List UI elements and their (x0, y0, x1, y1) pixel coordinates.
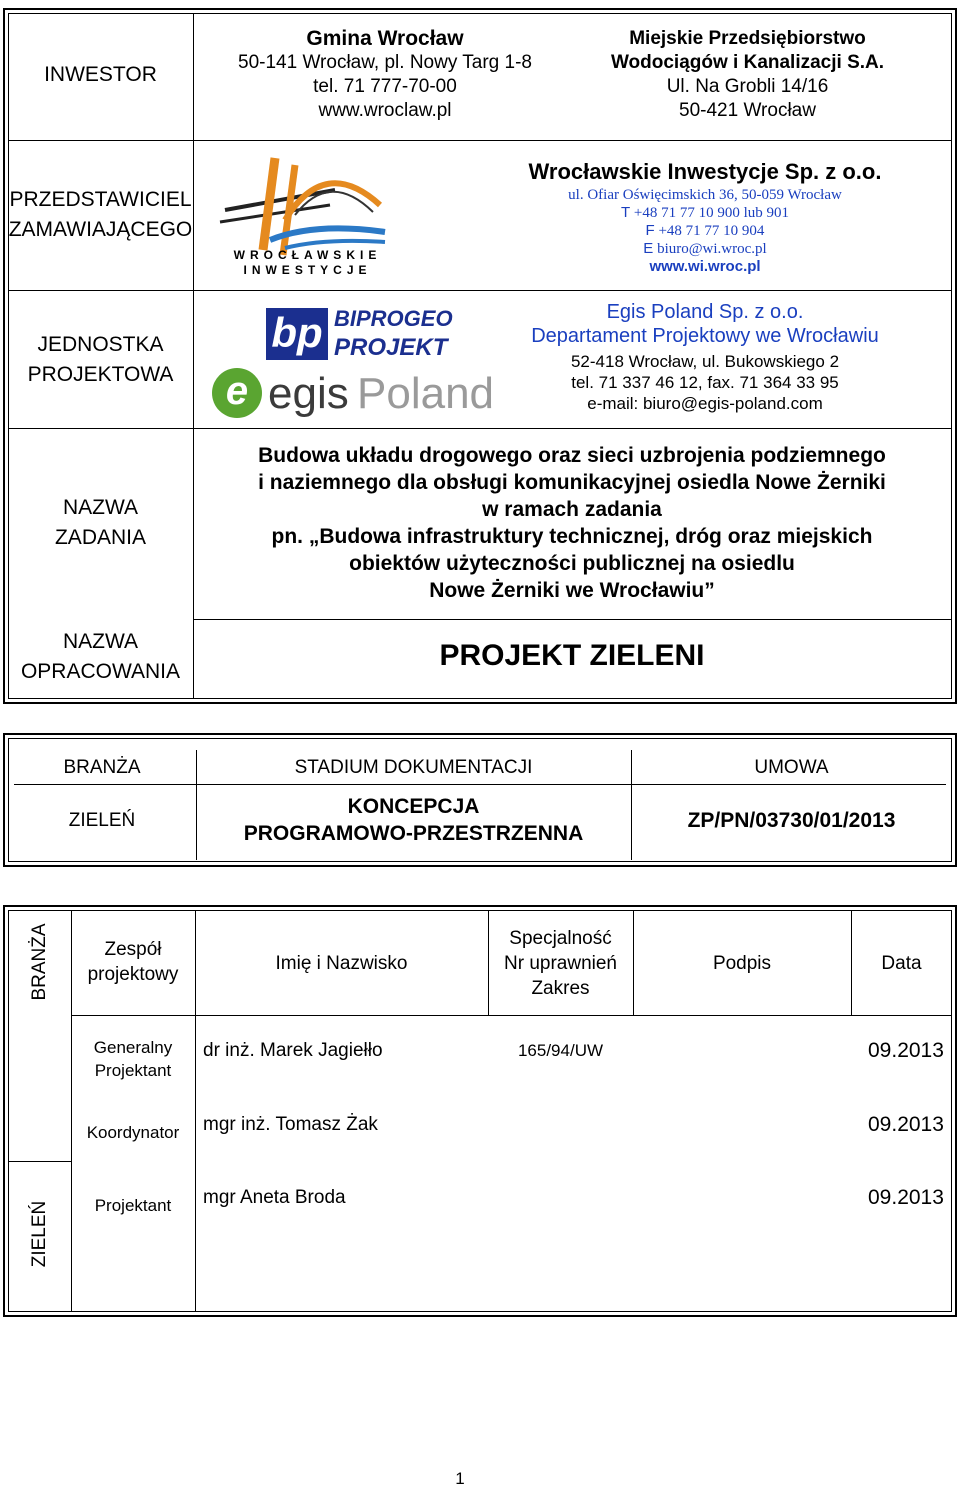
biprogeo-text-1: BIPROGEO (334, 306, 453, 331)
wi-address: ul. Ofiar Oświęcimskich 36, 50-059 Wrocław (568, 187, 842, 203)
branza-value: ZIELEŃ (68, 810, 136, 831)
egis-poland-logo (212, 368, 495, 420)
member-spec: 165/94/UW (517, 1041, 604, 1060)
umowa-value: ZP/PN/03730/01/2013 (687, 809, 896, 832)
member-name: dr inż. Marek Jagiełło (203, 1040, 383, 1061)
header-specjalnosc: Specjalność Nr uprawnień Zakres (504, 928, 617, 999)
biprogeo-bp-mark: bp (266, 308, 328, 360)
opracowanie-label: NAZWA OPRACOWANIA (20, 630, 181, 683)
biprogeo-logo (266, 306, 453, 364)
header-zespol: Zespół projektowy (87, 939, 179, 985)
gmina-block (200, 27, 570, 123)
wi-web: www.wi.wroc.pl (649, 258, 761, 275)
wi-logo-text: WROCŁAWSKIE INWESTYCJE (233, 248, 382, 277)
gmina-web: www.wroclaw.pl (318, 100, 452, 121)
member-name: mgr Aneta Broda (203, 1187, 346, 1208)
table-row: Koordynator (86, 1123, 180, 1142)
egis-word: egis (268, 369, 349, 418)
wi-email: E biuro@wi.wroc.pl (643, 240, 767, 257)
table-row: Generalny Projektant (93, 1038, 173, 1080)
opracowanie-value: PROJEKT ZIELENI (439, 639, 705, 672)
member-date: 09.2013 (868, 1039, 944, 1062)
egis-mark: e (212, 368, 262, 418)
page-number: 1 (455, 1469, 465, 1488)
wi-contact-block (470, 158, 940, 276)
table-row: Projektant (94, 1196, 172, 1215)
wi-name: Wrocławskie Inwestycje Sp. z o.o. (528, 159, 882, 184)
zadanie-label: NAZWA ZADANIA (54, 496, 146, 549)
mpwik-block (570, 27, 925, 123)
wi-fax: F +48 71 77 10 904 (645, 222, 765, 239)
mpwik-line4: 50-421 Wrocław (679, 100, 816, 121)
member-date: 09.2013 (868, 1113, 944, 1136)
team-side-header: BRANŻA (29, 923, 50, 1001)
egis-dept: Departament Projektowy we Wrocławiu (531, 325, 879, 347)
branza-header: BRANŻA (63, 757, 141, 778)
przedstawiciel-label: PRZEDSTAWICIEL ZAMAWIAJĄCEGO (8, 188, 193, 241)
stadium-header: STADIUM DOKUMENTACJI (294, 757, 533, 778)
egis-name: Egis Poland Sp. z o.o. (606, 301, 804, 323)
egis-email: e-mail: biuro@egis-poland.com (587, 394, 823, 413)
mpwik-line2: Wodociągów i Kanalizacji S.A. (610, 52, 885, 73)
team-side-value: ZIELEŃ (29, 1200, 50, 1268)
gmina-name: Gmina Wrocław (306, 27, 464, 50)
header-data: Data (881, 953, 922, 974)
wi-phone: T +48 71 77 10 900 lub 901 (620, 204, 790, 221)
member-date: 09.2013 (868, 1186, 944, 1209)
egis-phone: tel. 71 337 46 12, fax. 71 364 33 95 (571, 373, 839, 392)
gmina-phone: tel. 71 777-70-00 (313, 76, 457, 97)
member-name: mgr inż. Tomasz Żak (203, 1114, 378, 1135)
mpwik-line1: Miejskie Przedsiębiorstwo (629, 28, 866, 49)
poland-word: Poland (357, 369, 495, 418)
zadanie-text: Budowa układu drogowego oraz sieci uzbrojenia podziemnego i naziemnego dla obsługi komunikacyjnej osiedla Nowe Żerniki w ramach zadania pn. „Budowa infrastruktury technicznej, dróg oraz miejskich obiektów użyteczności publicznej na osiedlu Nowe Żerniki we Wrocławiu” (258, 444, 886, 602)
header-podpis: Podpis (712, 953, 772, 974)
egis-address: 52-418 Wrocław, ul. Bukowskiego 2 (570, 352, 840, 371)
egis-contact-block (470, 300, 940, 414)
gmina-address: 50-141 Wrocław, pl. Nowy Targ 1-8 (238, 52, 532, 73)
biprogeo-text-2: PROJEKT (334, 334, 448, 361)
mpwik-line3: Ul. Na Grobli 14/16 (666, 76, 829, 97)
stadium-value: KONCEPCJA PROGRAMOWO-PRZESTRZENNA (243, 795, 584, 845)
umowa-header: UMOWA (754, 757, 829, 778)
jednostka-label: JEDNOSTKA PROJEKTOWA (27, 333, 174, 386)
header-imie: Imię i Nazwisko (275, 953, 408, 974)
inwestor-label: INWESTOR (44, 63, 157, 86)
